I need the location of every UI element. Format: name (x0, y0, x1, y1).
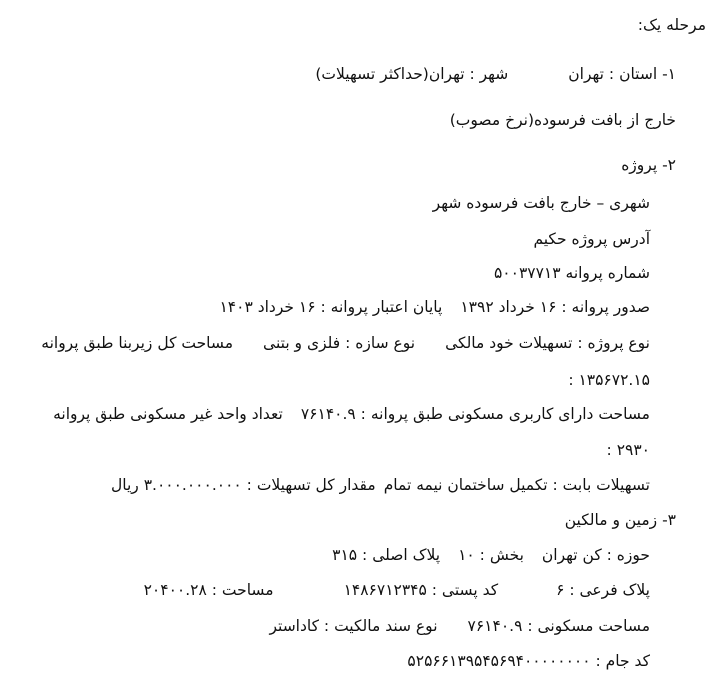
land-area: مساحت : ۲۰۴۰۰.۲۸ (143, 581, 274, 599)
residential-area-land: مساحت مسکونی : ۷۶۱۴۰.۹ (467, 617, 650, 635)
section-1-province-line (315, 63, 676, 85)
residential-area: مساحت دارای کاربری مسکونی طبق پروانه : ۷۶۱۴۰.۹ (300, 405, 650, 423)
project-details-line (41, 332, 650, 354)
non-residential-units-value: : ۲۹۳۰ (606, 441, 650, 459)
project-type-line: شهری – خارج بافت فرسوده شهر (432, 194, 650, 212)
license-dates-line (219, 296, 650, 318)
postal-code: کد پستی : ۱۴۸۶۷۱۲۳۴۵ (343, 581, 499, 599)
license-number: شماره پروانه ۵۰۰۳۷۷۱۳ (493, 264, 650, 282)
deed-type: نوع سند مالکیت : کاداستر (269, 617, 438, 635)
total-area-value: : ۱۳۵۶۷۲.۱۵ (568, 371, 650, 389)
city-label: شهر : تهران(حداکثر تسهیلات) (315, 65, 509, 83)
project-address: آدرس پروژه حکیم (533, 230, 650, 248)
section-3-heading: ۳- زمین و مالکین (564, 511, 676, 529)
facility-amount: مقدار کل تسهیلات : ۳.۰۰۰.۰۰۰.۰۰۰ ریال (110, 476, 376, 494)
outside-fabric-line: خارج از بافت فرسوده(نرخ مصوب) (449, 111, 676, 129)
facility-line (111, 474, 650, 496)
sub-plot: پلاک فرعی : ۶ (556, 581, 650, 599)
non-residential-units-label: تعداد واحد غیر مسکونی طبق پروانه (53, 405, 283, 423)
jam-code: کد جام : ۵۲۵۶۶۱۳۹۵۴۵۶۹۴۰۰۰۰۰۰۰۰ (407, 652, 650, 670)
stage-title: مرحله یک: (637, 16, 706, 34)
facility-purpose: تسهیلات بابت : تکمیل ساختمان نیمه تمام (383, 476, 650, 494)
total-area-label: مساحت کل زیربنا طبق پروانه (41, 334, 234, 352)
structure-type: نوع سازه : فلزی و بتنی (263, 334, 416, 352)
zone-line (332, 544, 650, 566)
project-type: نوع پروژه : تسهیلات خود مالکی (445, 334, 650, 352)
license-expiry-date: پایان اعتبار پروانه : ۱۶ خرداد ۱۴۰۳ (219, 298, 443, 316)
license-issue-date: صدور پروانه : ۱۶ خرداد ۱۳۹۲ (460, 298, 650, 316)
zone: حوزه : کن تهران (541, 546, 650, 564)
province-label: ۱- استان : تهران (568, 65, 676, 83)
main-plot: پلاک اصلی : ۳۱۵ (332, 546, 441, 564)
section-2-heading: ۲- پروژه (621, 156, 676, 174)
residential-area-line (53, 403, 650, 425)
district: بخش : ۱۰ (458, 546, 524, 564)
plot-line (144, 579, 650, 601)
residential-deed-line (269, 615, 650, 637)
